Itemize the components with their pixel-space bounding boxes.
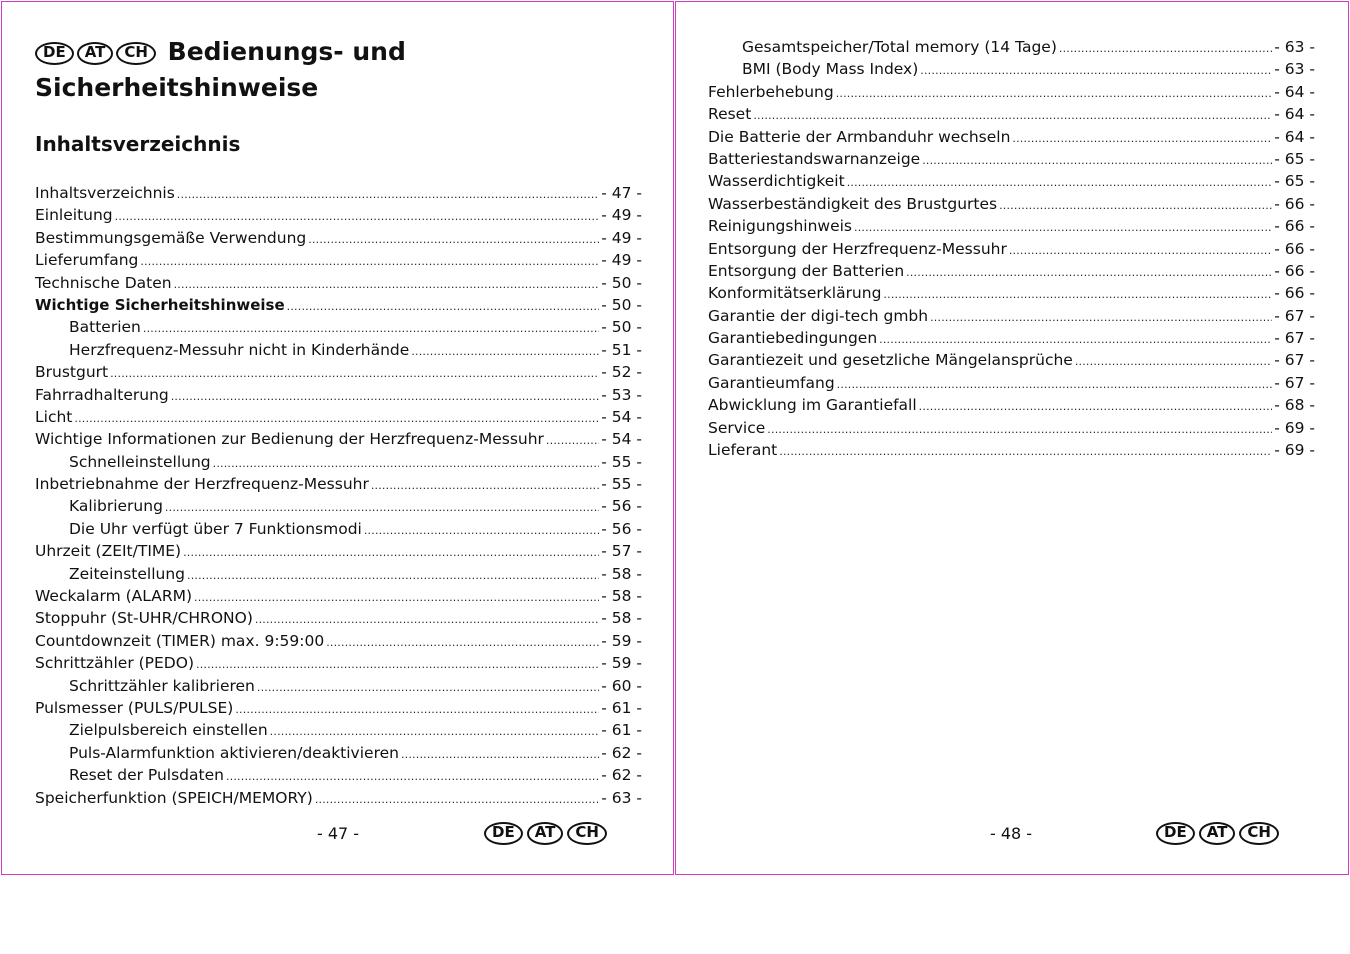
toc-entry-page: - 49 -: [601, 251, 642, 270]
toc-entry-page: - 53 -: [601, 385, 642, 404]
toc-entry-title: Die Batterie der Armbanduhr wechseln: [708, 127, 1011, 146]
toc-entry-title: Batterien: [69, 318, 141, 337]
footer-country-badges: [1156, 822, 1283, 845]
toc-entry: [708, 417, 1315, 439]
toc-entry: [35, 316, 642, 338]
toc-entry: [35, 406, 642, 428]
toc-entry-page: - 56 -: [601, 519, 642, 538]
toc-dot-leader: [187, 565, 599, 587]
footer-badge-de: DE: [484, 822, 523, 845]
toc-entry-page: - 63 -: [601, 788, 642, 807]
toc-entry-page: - 63 -: [1274, 38, 1315, 56]
toc-entry-page: - 64 -: [1274, 127, 1315, 146]
toc-dot-leader: [308, 229, 599, 251]
toc-entry-page: - 59 -: [601, 631, 642, 650]
toc-entry-title: Wichtige Sicherheitshinweise: [35, 295, 285, 314]
toc-entry: [35, 272, 642, 294]
toc-entry: [35, 428, 642, 450]
toc-dot-leader: [287, 296, 600, 318]
toc-dot-leader: [883, 284, 1272, 306]
toc-entry: [708, 282, 1315, 304]
toc-entry: [35, 249, 642, 271]
toc-entry-page: - 61 -: [601, 698, 642, 717]
toc-entry-title: Licht: [35, 407, 73, 426]
title-line-2: Sicherheitshinweise: [35, 73, 319, 102]
toc-list-left: [35, 182, 642, 809]
toc-entry-title: Inbetriebnahme der Herzfrequenz-Messuhr: [35, 475, 369, 494]
toc-dot-leader: [837, 374, 1273, 396]
toc-entry: [708, 126, 1315, 148]
toc-entry-page: - 52 -: [601, 363, 642, 382]
toc-entry-title: Garantieumfang: [708, 373, 835, 392]
page-number: - 48 -: [990, 824, 1033, 843]
toc-entry: [35, 227, 642, 249]
toc-entry: [35, 294, 642, 316]
toc-entry-page: - 67 -: [1274, 351, 1315, 370]
toc-entry-page: - 47 -: [601, 184, 642, 202]
document-title: [35, 34, 406, 106]
toc-entry-title: Einleitung: [35, 206, 113, 225]
toc-entry-title: Zielpulsbereich einstellen: [69, 721, 268, 740]
toc-dot-leader: [235, 699, 599, 721]
toc-entry: [708, 81, 1315, 103]
toc-entry-page: - 57 -: [601, 542, 642, 561]
toc-entry-page: - 49 -: [601, 228, 642, 247]
toc-entry: [708, 103, 1315, 125]
toc-entry-title: Garantie der digi-tech gmbh: [708, 306, 929, 325]
toc-entry-title: Uhrzeit (ZEIt/TIME): [35, 542, 182, 561]
toc-dot-leader: [930, 307, 1272, 329]
toc-dot-leader: [255, 609, 599, 631]
toc-entry: [35, 607, 642, 629]
toc-entry-page: - 50 -: [601, 273, 642, 292]
toc-entry-page: - 56 -: [601, 497, 642, 516]
toc-entry-title: Entsorgung der Herzfrequenz-Messuhr: [708, 239, 1007, 258]
toc-entry-page: - 65 -: [1274, 149, 1315, 168]
toc-entry-page: - 55 -: [601, 475, 642, 494]
toc-entry-title: Speicherfunktion (SPEICH/MEMORY): [35, 788, 313, 807]
toc-dot-leader: [920, 60, 1272, 82]
toc-dot-leader: [922, 150, 1272, 172]
toc-entry-page: - 67 -: [1274, 373, 1315, 392]
toc-dot-leader: [854, 217, 1272, 239]
toc-entry-title: Countdownzeit (TIMER) max. 9:59:00: [35, 631, 325, 650]
toc-dot-leader: [110, 363, 599, 385]
toc-entry-title: Inhaltsverzeichnis: [35, 184, 175, 202]
toc-entry: [708, 394, 1315, 416]
toc-entry-page: - 69 -: [1274, 441, 1315, 460]
toc-entry-title: Reinigungshinweis: [708, 217, 852, 236]
toc-entry-page: - 69 -: [1274, 418, 1315, 437]
toc-dot-leader: [546, 430, 599, 452]
toc-entry-page: - 59 -: [601, 654, 642, 673]
toc-entry: [708, 439, 1315, 461]
footer-badge-de: DE: [1156, 822, 1195, 845]
toc-entry-page: - 50 -: [601, 295, 642, 314]
toc-entry: [35, 182, 642, 204]
toc-dot-leader: [906, 262, 1272, 284]
toc-entry-title: Wasserbeständigkeit des Brustgurtes: [708, 194, 998, 213]
toc-entry: [35, 675, 642, 697]
toc-dot-leader: [140, 251, 599, 273]
toc-entry: [35, 384, 642, 406]
toc-dot-leader: [177, 184, 599, 206]
toc-dot-leader: [1009, 240, 1272, 262]
toc-entry-title: Herzfrequenz-Messuhr nicht in Kinderhände: [69, 340, 410, 359]
toc-entry-page: - 67 -: [1274, 306, 1315, 325]
toc-entry-title: Stoppuhr (St-UHR/CHRONO): [35, 609, 253, 628]
toc-entry-title: Schrittzähler kalibrieren: [69, 676, 255, 695]
toc-dot-leader: [74, 408, 599, 430]
toc-entry-title: Weckalarm (ALARM): [35, 587, 193, 606]
footer-badge-at: AT: [527, 822, 564, 845]
toc-entry: [35, 204, 642, 226]
toc-entry-title: Schnelleinstellung: [69, 452, 211, 471]
toc-entry: [35, 563, 642, 585]
toc-list-right: [708, 36, 1315, 461]
left-page: [1, 1, 674, 875]
toc-entry-page: - 66 -: [1274, 261, 1315, 280]
toc-entry-page: - 64 -: [1274, 105, 1315, 124]
toc-dot-leader: [183, 542, 599, 564]
toc-entry: [708, 372, 1315, 394]
toc-entry: [35, 742, 642, 764]
toc-dot-leader: [753, 105, 1272, 127]
toc-dot-leader: [143, 318, 599, 340]
toc-entry-title: Entsorgung der Batterien: [708, 261, 905, 280]
toc-entry-title: Service: [708, 418, 766, 437]
toc-entry-page: - 58 -: [601, 609, 642, 628]
toc-dot-leader: [879, 329, 1272, 351]
toc-dot-leader: [270, 721, 600, 743]
toc-dot-leader: [196, 654, 599, 676]
toc-entry-title: Fehlerbehebung: [708, 82, 834, 101]
toc-entry: [35, 361, 642, 383]
toc-entry: [35, 473, 642, 495]
toc-entry: [708, 148, 1315, 170]
toc-dot-leader: [194, 587, 599, 609]
country-badge-ch: CH: [116, 42, 156, 65]
toc-entry-page: - 54 -: [601, 430, 642, 449]
toc-entry: [35, 495, 642, 517]
toc-entry: [35, 518, 642, 540]
toc-entry-page: - 58 -: [601, 587, 642, 606]
toc-dot-leader: [1075, 351, 1272, 373]
toc-entry-page: - 66 -: [1274, 239, 1315, 258]
toc-entry: [708, 349, 1315, 371]
toc-entry: [708, 260, 1315, 282]
toc-entry: [708, 193, 1315, 215]
page-number: - 47 -: [317, 824, 360, 843]
toc-dot-leader: [174, 274, 600, 296]
country-badge-at: AT: [77, 42, 114, 65]
toc-entry-title: Pulsmesser (PULS/PULSE): [35, 698, 234, 717]
toc-entry-title: Abwicklung im Garantiefall: [708, 396, 917, 415]
toc-heading: Inhaltsverzeichnis: [35, 132, 241, 156]
toc-dot-leader: [999, 195, 1272, 217]
toc-dot-leader: [171, 386, 600, 408]
toc-entry-page: - 51 -: [601, 340, 642, 359]
toc-dot-leader: [364, 520, 599, 542]
toc-entry-page: - 66 -: [1274, 194, 1315, 213]
toc-entry-page: - 68 -: [1274, 396, 1315, 415]
toc-dot-leader: [326, 632, 599, 654]
toc-entry: [708, 305, 1315, 327]
title-line-1: Bedienungs- und: [167, 37, 406, 66]
footer-badge-ch: CH: [567, 822, 607, 845]
toc-entry-page: - 58 -: [601, 564, 642, 583]
toc-dot-leader: [371, 475, 599, 497]
toc-entry-title: Garantiezeit und gesetzliche Mängelansprüche: [708, 351, 1073, 370]
toc-entry: [35, 630, 642, 652]
toc-entry: [35, 697, 642, 719]
toc-dot-leader: [226, 766, 599, 788]
toc-entry: [708, 36, 1315, 58]
toc-entry-page: - 67 -: [1274, 329, 1315, 348]
toc-dot-leader: [315, 789, 599, 811]
toc-entry-page: - 65 -: [1274, 172, 1315, 191]
toc-dot-leader: [1012, 128, 1272, 150]
toc-entry: [35, 719, 642, 741]
toc-entry-title: Lieferant: [708, 441, 778, 460]
toc-entry-title: Lieferumfang: [35, 251, 139, 270]
toc-dot-leader: [836, 83, 1273, 105]
toc-entry: [35, 540, 642, 562]
toc-entry-title: Schrittzähler (PEDO): [35, 654, 194, 673]
toc-dot-leader: [779, 441, 1272, 463]
toc-entry-title: Batteriestandswarnanzeige: [708, 149, 921, 168]
toc-entry-page: - 49 -: [601, 206, 642, 225]
toc-entry: [708, 238, 1315, 260]
toc-entry-page: - 64 -: [1274, 82, 1315, 101]
toc-entry: [708, 215, 1315, 237]
toc-entry-title: Reset: [708, 105, 752, 124]
toc-entry-title: Konformitätserklärung: [708, 284, 882, 303]
toc-dot-leader: [165, 497, 599, 519]
toc-entry: [708, 58, 1315, 80]
toc-dot-leader: [1059, 38, 1272, 60]
toc-dot-leader: [401, 744, 599, 766]
toc-entry-page: - 50 -: [601, 318, 642, 337]
toc-dot-leader: [213, 453, 600, 475]
toc-entry-page: - 54 -: [601, 407, 642, 426]
country-badge-de: DE: [35, 42, 74, 65]
toc-entry-page: - 61 -: [601, 721, 642, 740]
toc-entry: [35, 764, 642, 786]
toc-entry-title: Die Uhr verfügt über 7 Funktionsmodi: [69, 519, 362, 538]
toc-entry-title: Wichtige Informationen zur Bedienung der Herzfrequenz-Messuhr: [35, 430, 544, 449]
toc-dot-leader: [115, 206, 600, 228]
toc-dot-leader: [411, 341, 599, 363]
toc-entry-page: - 60 -: [601, 676, 642, 695]
toc-entry: [35, 787, 642, 809]
toc-entry-title: Garantiebedingungen: [708, 329, 878, 348]
toc-entry: [708, 170, 1315, 192]
toc-entry-page: - 63 -: [1274, 60, 1315, 79]
toc-entry-page: - 62 -: [601, 743, 642, 762]
toc-entry-title: Reset der Pulsdaten: [69, 766, 224, 785]
toc-entry-title: Technische Daten: [35, 273, 172, 292]
toc-entry-page: - 66 -: [1274, 284, 1315, 303]
toc-entry: [35, 585, 642, 607]
toc-dot-leader: [257, 677, 599, 699]
toc-entry-page: - 66 -: [1274, 217, 1315, 236]
toc-entry-title: Gesamtspeicher/Total memory (14 Tage): [742, 38, 1057, 56]
toc-entry-title: Fahrradhalterung: [35, 385, 169, 404]
right-page: [675, 1, 1349, 875]
toc-entry-title: Puls-Alarmfunktion aktivieren/deaktivieren: [69, 743, 399, 762]
toc-dot-leader: [847, 172, 1273, 194]
toc-entry: [35, 339, 642, 361]
toc-entry-page: - 55 -: [601, 452, 642, 471]
toc-entry-page: - 62 -: [601, 766, 642, 785]
toc-entry-title: Bestimmungsgemäße Verwendung: [35, 228, 307, 247]
toc-dot-leader: [919, 396, 1273, 418]
toc-entry-title: BMI (Body Mass Index): [742, 60, 919, 79]
toc-entry-title: Wasserdichtigkeit: [708, 172, 845, 191]
toc-dot-leader: [767, 419, 1272, 441]
toc-entry: [708, 327, 1315, 349]
toc-entry: [35, 451, 642, 473]
toc-entry-title: Zeiteinstellung: [69, 564, 185, 583]
toc-entry: [35, 652, 642, 674]
footer-badge-at: AT: [1199, 822, 1236, 845]
toc-entry-title: Kalibrierung: [69, 497, 163, 516]
toc-entry-title: Brustgurt: [35, 363, 109, 382]
footer-country-badges: [484, 822, 611, 845]
footer-badge-ch: CH: [1239, 822, 1279, 845]
